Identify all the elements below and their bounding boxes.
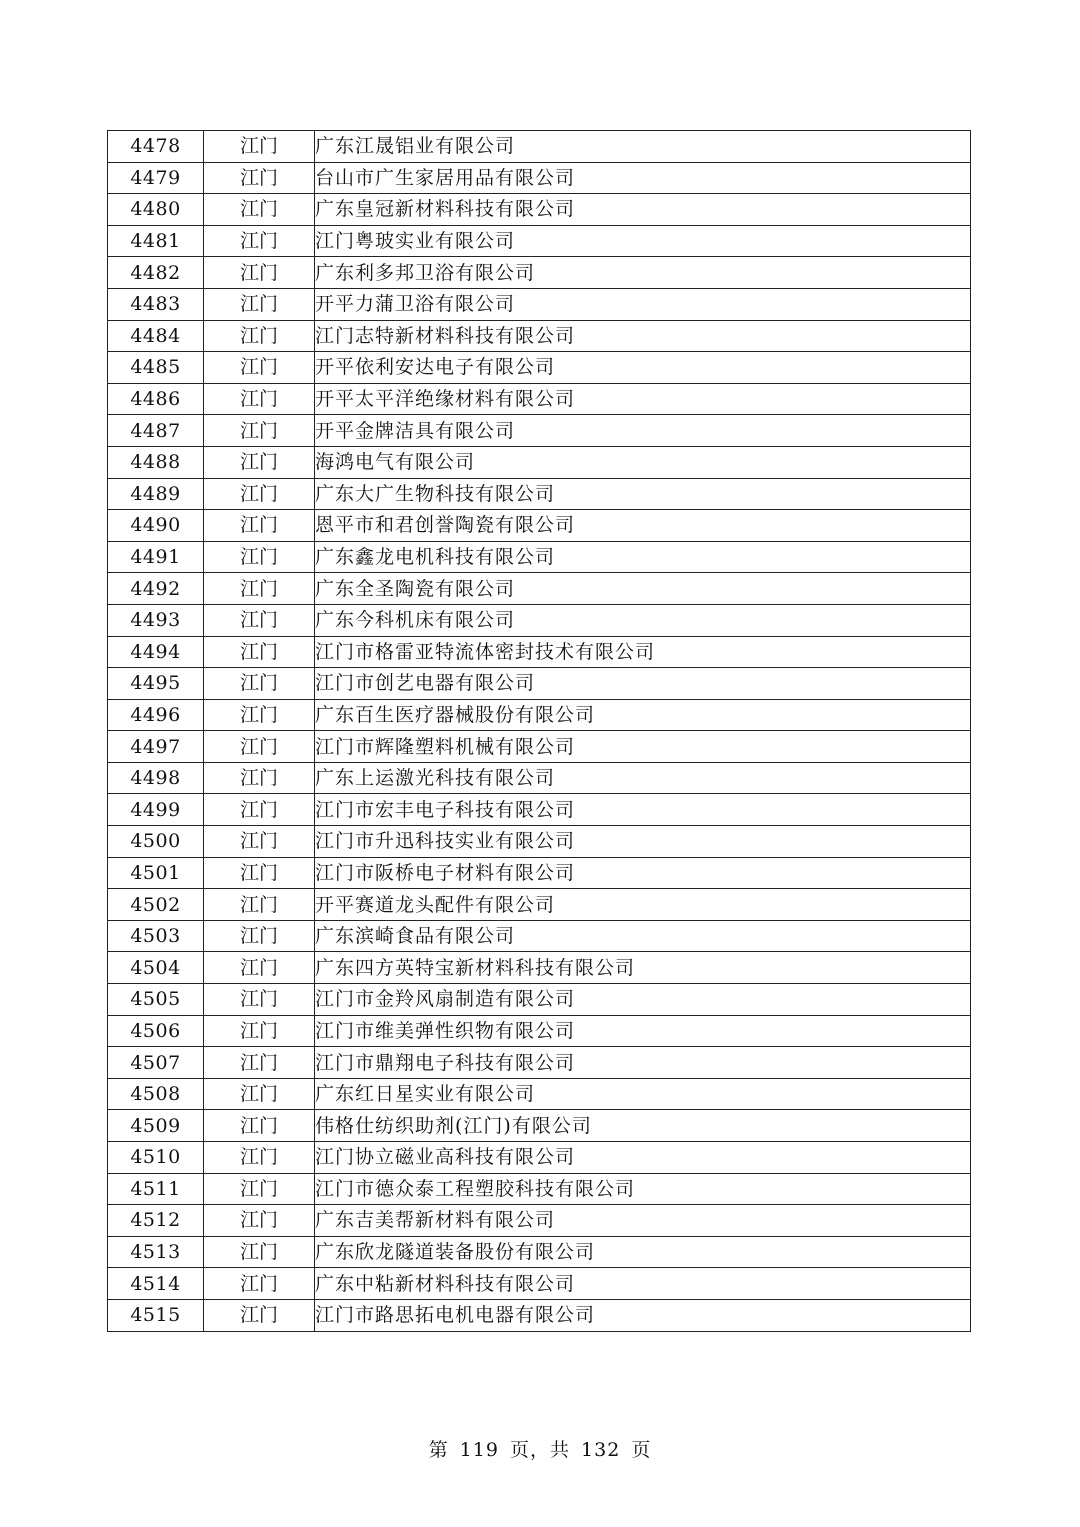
row-city: 江门 — [204, 699, 315, 731]
row-city: 江门 — [204, 446, 315, 478]
footer-page-number: 119 — [459, 1439, 499, 1461]
table-row — [108, 1078, 971, 1110]
row-company-name: 江门市路思拓电机电器有限公司 — [315, 1299, 971, 1331]
table-row — [108, 604, 971, 636]
row-city: 江门 — [204, 288, 315, 320]
row-company-name: 广东皇冠新材料科技有限公司 — [315, 194, 971, 226]
row-company-name: 开平赛道龙头配件有限公司 — [315, 889, 971, 921]
footer-total-pages: 132 — [581, 1439, 621, 1461]
row-company-name: 海鸿电气有限公司 — [315, 446, 971, 478]
row-number: 4478 — [108, 131, 204, 163]
row-number: 4485 — [108, 352, 204, 384]
row-city: 江门 — [204, 762, 315, 794]
row-city: 江门 — [204, 162, 315, 194]
row-number: 4498 — [108, 762, 204, 794]
row-city: 江门 — [204, 952, 315, 984]
row-city: 江门 — [204, 604, 315, 636]
row-city: 江门 — [204, 478, 315, 510]
row-company-name: 广东鑫龙电机科技有限公司 — [315, 541, 971, 573]
row-company-name: 广东利多邦卫浴有限公司 — [315, 257, 971, 289]
row-city: 江门 — [204, 541, 315, 573]
table-row — [108, 446, 971, 478]
row-number: 4490 — [108, 510, 204, 542]
table-row — [108, 383, 971, 415]
row-city: 江门 — [204, 352, 315, 384]
row-number: 4515 — [108, 1299, 204, 1331]
row-number: 4491 — [108, 541, 204, 573]
row-city: 江门 — [204, 383, 315, 415]
table-row — [108, 541, 971, 573]
row-number: 4488 — [108, 446, 204, 478]
page-footer — [0, 1435, 1080, 1462]
row-company-name: 江门市创艺电器有限公司 — [315, 668, 971, 700]
row-number: 4497 — [108, 731, 204, 763]
row-city: 江门 — [204, 636, 315, 668]
row-city: 江门 — [204, 1268, 315, 1300]
row-company-name: 广东今科机床有限公司 — [315, 604, 971, 636]
table-row — [108, 699, 971, 731]
table-row — [108, 1299, 971, 1331]
row-number: 4510 — [108, 1142, 204, 1174]
row-number: 4479 — [108, 162, 204, 194]
table-row — [108, 857, 971, 889]
table-row — [108, 510, 971, 542]
table-row — [108, 1047, 971, 1079]
row-number: 4484 — [108, 320, 204, 352]
row-city: 江门 — [204, 731, 315, 763]
footer-page-unit: 页，共 — [509, 1439, 570, 1461]
row-number: 4512 — [108, 1205, 204, 1237]
row-city: 江门 — [204, 573, 315, 605]
table-row — [108, 731, 971, 763]
row-city: 江门 — [204, 1205, 315, 1237]
row-number: 4486 — [108, 383, 204, 415]
row-city: 江门 — [204, 1047, 315, 1079]
row-number: 4499 — [108, 794, 204, 826]
row-company-name: 广东中粘新材料科技有限公司 — [315, 1268, 971, 1300]
row-city: 江门 — [204, 857, 315, 889]
row-company-name: 江门市格雷亚特流体密封技术有限公司 — [315, 636, 971, 668]
table-row — [108, 352, 971, 384]
footer-prefix: 第 — [428, 1439, 449, 1461]
table-row — [108, 162, 971, 194]
row-city: 江门 — [204, 131, 315, 163]
row-company-name: 广东江晟铝业有限公司 — [315, 131, 971, 163]
row-city: 江门 — [204, 668, 315, 700]
row-company-name: 江门市德众泰工程塑胶科技有限公司 — [315, 1173, 971, 1205]
row-city: 江门 — [204, 320, 315, 352]
row-number: 4505 — [108, 984, 204, 1016]
row-company-name: 开平依利安达电子有限公司 — [315, 352, 971, 384]
row-company-name: 江门市阪桥电子材料有限公司 — [315, 857, 971, 889]
row-city: 江门 — [204, 415, 315, 447]
table-row — [108, 984, 971, 1016]
table-row — [108, 794, 971, 826]
row-number: 4495 — [108, 668, 204, 700]
table-row — [108, 762, 971, 794]
row-number: 4508 — [108, 1078, 204, 1110]
table-row — [108, 320, 971, 352]
row-company-name: 伟格仕纺织助剂(江门)有限公司 — [315, 1110, 971, 1142]
row-city: 江门 — [204, 1236, 315, 1268]
row-number: 4480 — [108, 194, 204, 226]
table-row — [108, 194, 971, 226]
table-row — [108, 1142, 971, 1174]
row-company-name: 广东滨崎食品有限公司 — [315, 920, 971, 952]
table-row — [108, 573, 971, 605]
table-row — [108, 257, 971, 289]
table-row — [108, 1110, 971, 1142]
row-company-name: 江门市升迅科技实业有限公司 — [315, 826, 971, 858]
row-number: 4483 — [108, 288, 204, 320]
row-company-name: 江门市金羚风扇制造有限公司 — [315, 984, 971, 1016]
row-city: 江门 — [204, 1015, 315, 1047]
row-number: 4506 — [108, 1015, 204, 1047]
row-company-name: 开平力蒲卫浴有限公司 — [315, 288, 971, 320]
row-city: 江门 — [204, 920, 315, 952]
row-company-name: 广东百生医疗器械股份有限公司 — [315, 699, 971, 731]
row-number: 4489 — [108, 478, 204, 510]
row-company-name: 恩平市和君创誉陶瓷有限公司 — [315, 510, 971, 542]
row-number: 4494 — [108, 636, 204, 668]
row-company-name: 江门市宏丰电子科技有限公司 — [315, 794, 971, 826]
row-company-name: 开平金牌洁具有限公司 — [315, 415, 971, 447]
table-row — [108, 952, 971, 984]
row-company-name: 江门市维美弹性织物有限公司 — [315, 1015, 971, 1047]
table-row — [108, 1205, 971, 1237]
row-company-name: 广东四方英特宝新材料科技有限公司 — [315, 952, 971, 984]
row-number: 4500 — [108, 826, 204, 858]
row-company-name: 江门市鼎翔电子科技有限公司 — [315, 1047, 971, 1079]
row-city: 江门 — [204, 794, 315, 826]
row-city: 江门 — [204, 1110, 315, 1142]
row-company-name: 江门协立磁业高科技有限公司 — [315, 1142, 971, 1174]
row-company-name: 广东欣龙隧道装备股份有限公司 — [315, 1236, 971, 1268]
row-city: 江门 — [204, 889, 315, 921]
table-row — [108, 288, 971, 320]
row-number: 4502 — [108, 889, 204, 921]
row-number: 4487 — [108, 415, 204, 447]
row-number: 4492 — [108, 573, 204, 605]
row-number: 4493 — [108, 604, 204, 636]
row-company-name: 广东全圣陶瓷有限公司 — [315, 573, 971, 605]
row-city: 江门 — [204, 510, 315, 542]
row-number: 4509 — [108, 1110, 204, 1142]
row-number: 4482 — [108, 257, 204, 289]
table-row — [108, 920, 971, 952]
row-number: 4496 — [108, 699, 204, 731]
row-number: 4507 — [108, 1047, 204, 1079]
row-company-name: 广东红日星实业有限公司 — [315, 1078, 971, 1110]
row-number: 4481 — [108, 225, 204, 257]
table-row — [108, 131, 971, 163]
row-city: 江门 — [204, 257, 315, 289]
row-company-name: 江门志特新材料科技有限公司 — [315, 320, 971, 352]
table-row — [108, 225, 971, 257]
table-row — [108, 1173, 971, 1205]
row-company-name: 广东上运激光科技有限公司 — [315, 762, 971, 794]
row-number: 4514 — [108, 1268, 204, 1300]
row-city: 江门 — [204, 1078, 315, 1110]
row-company-name: 江门市辉隆塑料机械有限公司 — [315, 731, 971, 763]
row-city: 江门 — [204, 826, 315, 858]
row-number: 4511 — [108, 1173, 204, 1205]
table-row — [108, 826, 971, 858]
table-row — [108, 1236, 971, 1268]
row-company-name: 开平太平洋绝缘材料有限公司 — [315, 383, 971, 415]
row-city: 江门 — [204, 1299, 315, 1331]
row-number: 4513 — [108, 1236, 204, 1268]
row-city: 江门 — [204, 1142, 315, 1174]
table-row — [108, 668, 971, 700]
row-city: 江门 — [204, 1173, 315, 1205]
table-row — [108, 636, 971, 668]
footer-total-unit: 页 — [631, 1439, 652, 1461]
company-table — [107, 130, 971, 1332]
row-city: 江门 — [204, 984, 315, 1016]
company-table-body — [108, 131, 971, 1332]
row-company-name: 广东吉美帮新材料有限公司 — [315, 1205, 971, 1237]
row-number: 4503 — [108, 920, 204, 952]
table-row — [108, 478, 971, 510]
row-number: 4504 — [108, 952, 204, 984]
row-company-name: 台山市广生家居用品有限公司 — [315, 162, 971, 194]
table-row — [108, 1268, 971, 1300]
table-row — [108, 889, 971, 921]
row-company-name: 广东大广生物科技有限公司 — [315, 478, 971, 510]
table-row — [108, 415, 971, 447]
table-row — [108, 1015, 971, 1047]
row-company-name: 江门粤玻实业有限公司 — [315, 225, 971, 257]
row-city: 江门 — [204, 225, 315, 257]
row-number: 4501 — [108, 857, 204, 889]
row-city: 江门 — [204, 194, 315, 226]
